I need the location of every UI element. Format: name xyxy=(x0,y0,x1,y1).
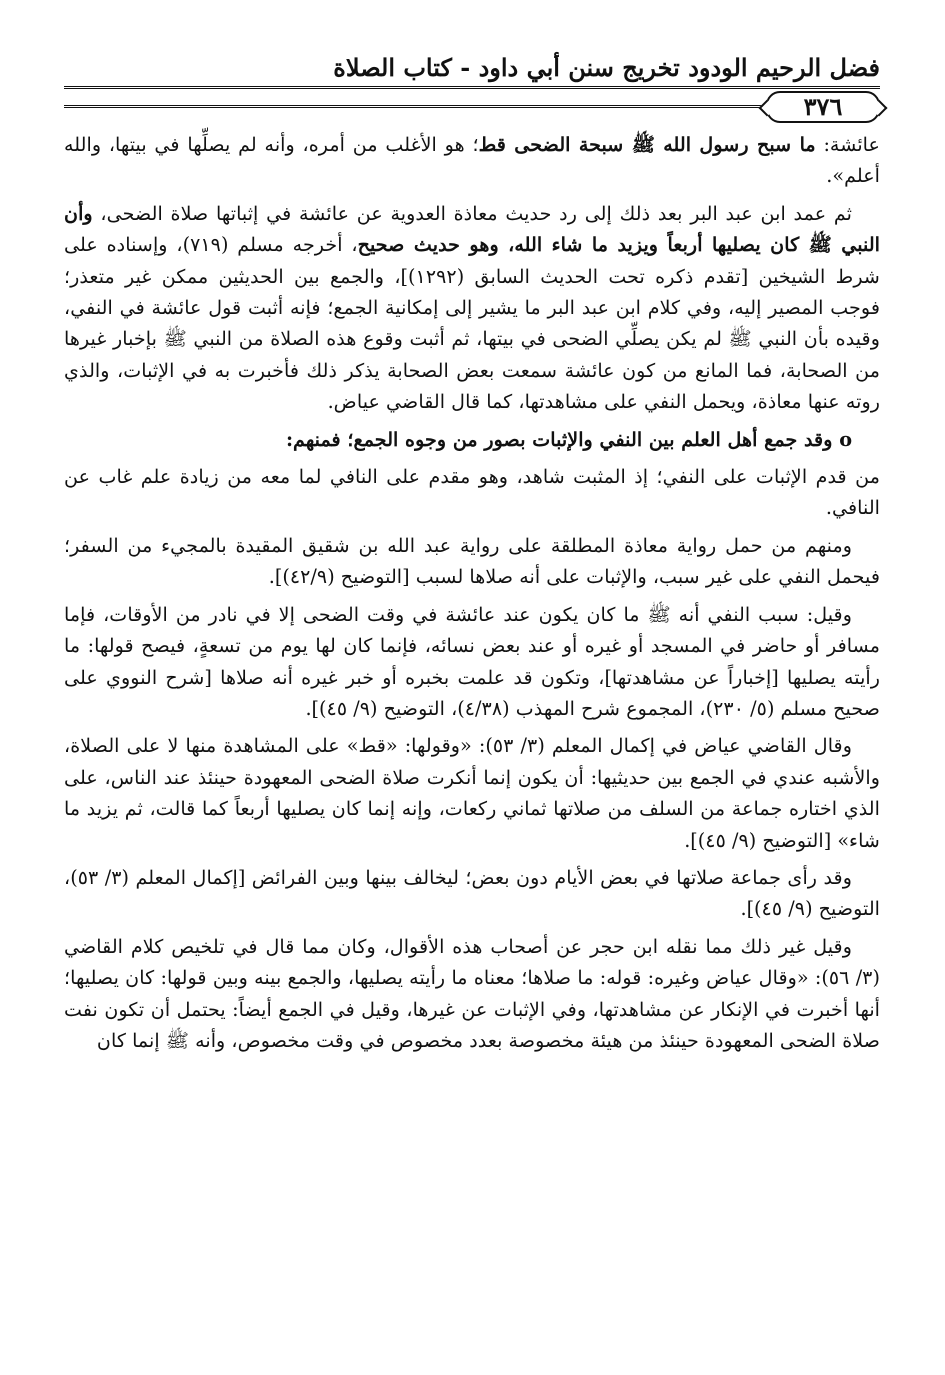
paragraph-2 xyxy=(64,198,880,418)
paragraph-8: وقد رأى جماعة صلاتها في بعض الأيام دون بعض؛ ليخالف بينها وبين الفرائض [إكمال المعلم (٣/ ٥٣)، التوضيح (٩/ ٤٥)]. xyxy=(64,865,880,921)
paragraph-7: وقال القاضي عياض في إكمال المعلم (٣/ ٥٣): «وقولها: «قط» على المشاهدة منها لا على الصلاة، والأشبه عندي في الجمع بين حديثيها: أن يكون إنما أنكرت صلاة الضحى المعهودة حينئذ عند الناس، على الذي اختاره جماعة من السلف من صلاتها ثماني ركعات، وإنه إنما كان يصليها أربعاً كما قالت، ثم يزيد ما شاء» [التوضيح (٩/ ٤٥)]. xyxy=(64,734,880,852)
paragraph-1 xyxy=(64,129,880,192)
section-heading: o وقد جمع أهل العلم بين النفي والإثبات بصور من وجوه الجمع؛ فمنهم: xyxy=(285,427,852,451)
paragraph-9: وقيل غير ذلك مما نقله ابن حجر عن أصحاب هذه الأقوال، وكان مما قال في تلخيص كلام القاضي (٣/ ٥٦): «وقال عياض وغيره: قوله: ما صلاها؛ معناه ما رأيته يصليها، والجمع بينه وبين قولها: كان يصليها؛ أنها أخبرت في الإنكار عن مشاهدتها، وفي الإثبات عن غيرها، وقيل في الجمع أيضاً: يحتمل أن تكون نفت صلاة الضحى المعهودة حينئذ من هيئة مخصوصة بعدد مخصوص في وقت مخصوص، وأنه ﷺ إنما كان xyxy=(64,934,880,1052)
paragraph-5: ومنهم من حمل رواية معاذة المطلقة على رواية عبد الله بن شقيق المقيدة بالمجيء من السفر؛ فيحمل النفي على غير سبب، والإثبات على أنه صلاها لسبب [التوضيح (٤٢/٩)]. xyxy=(64,533,880,589)
paragraph-1-suffix: ؛ هو الأغلب من أمره، وأنه لم يصلِّها في بيتها، والله أعلم». xyxy=(64,133,880,188)
page xyxy=(64,52,880,1062)
main-text xyxy=(64,129,880,1056)
running-header xyxy=(64,52,880,89)
page-number: ٣٧٦ xyxy=(766,91,880,123)
paragraph-4: من قدم الإثبات على النفي؛ إذ المثبت شاهد، وهو مقدم على النافي لما معه من زيادة علم غاب عن النافي. xyxy=(64,465,880,520)
paragraph-2-bold: وأن النبي ﷺ كان يصليها أربعاً ويزيد ما شاء الله، وهو حديث صحيح xyxy=(64,201,881,257)
paragraph-1-prefix: عائشة: xyxy=(815,133,880,156)
page-number-row xyxy=(64,89,880,125)
paragraph-2-part1: ثم عمد ابن عبد البر بعد ذلك إلى رد حديث معاذة العدوية عن عائشة في إثباتها صلاة الضحى، xyxy=(92,201,852,225)
paragraph-1-bold: ما سبح رسول الله ﷺ سبحة الضحى قط xyxy=(478,133,816,156)
header-title: فضل الرحيم الودود تخريج سنن أبي داود - كتاب الصلاة xyxy=(333,53,880,82)
paragraph-6: وقيل: سبب النفي أنه ﷺ ما كان يكون عند عائشة في وقت الضحى إلا في نادر من الأوقات، فإما مسافر أو حاضر في المسجد أو غيره أو عند بعض نسائه، فإنما كان لها يوم من تسعةٍ، فيصح قولها: ما رأيته يصليها [إخباراً عن مشاهدتها]، وتكون قد علمت بخبره أو خبر غيره أنه صلاها [شرح النووي على صحيح مسلم (٥/ ٢٣٠)، المجموع شرح المهذب (٤/٣٨)، التوضيح (٩/ ٤٥)]. xyxy=(64,602,880,720)
paragraph-2-part2: ، أخرجه مسلم (٧١٩)، وإسناده على شرط الشيخين [تقدم ذكره تحت الحديث السابق (١٢٩٢)]، والجمع بين الحديثين ممكن غير متعذر؛ فوجب المصير إليه، وفي كلام ابن عبد البر ما يشير إلى إمكانية الجمع؛ فإنه أثبت قول عائشة في النفي، وقيده بأن النبي ﷺ لم يكن يصلِّي الضحى في بيتها، ثم أثبت وقوع هذه الصلاة من النبي ﷺ بإخبار غيرها من الصحابة، فما المانع من كون عائشة سمعت بعض الصحابة يذكر ذلك فأخبرت به في الإثبات، والذي روته عنها معاذة، ويحمل النفي على مشاهدتها، كما قال القاضي عياض. xyxy=(64,233,880,414)
